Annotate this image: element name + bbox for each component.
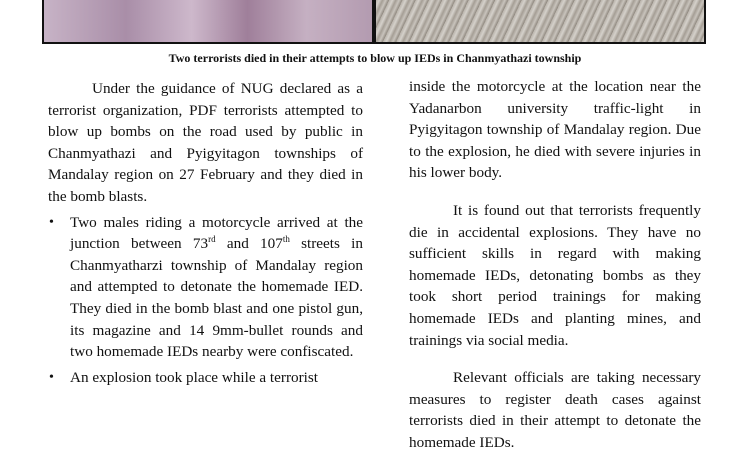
analysis-paragraph: It is found out that terrorists frequently die in accidental explosions. They have no sufficient skills in regard with making homemade IEDs, detonating bombs as they took short period trainings for making homemade IEDs and planting mines, and trainings via social media.: [409, 201, 701, 349]
incident-item-2: [48, 367, 363, 389]
incident-item-1: [48, 212, 363, 363]
incident-1-text-c: streets in Chanmyatharzi township of Mandalay region and attempted to detonate the homemade IED. They died in the bomb blast and one pistol gun, its magazine and 14 9mm-bullet rounds and two homemade IEDs nearby were confiscated.: [70, 235, 363, 361]
bullet-icon: •: [49, 369, 54, 385]
ordinal-th: th: [282, 234, 290, 245]
news-photos: [42, 0, 706, 44]
incident-2-text: An explosion took place while a terrorist: [70, 368, 318, 386]
incident-list: [48, 212, 363, 389]
ordinal-rd: rd: [208, 234, 216, 245]
incident-1-text-b: and 107: [215, 235, 283, 253]
incident-1-text-a: Two males riding a motorcycle arrived at the junction between 73: [70, 213, 363, 253]
intro-paragraph: Under the guidance of NUG declared as a terrorist organization, PDF terrorists attempted to blow up bombs on the road used by public in Chanmyathazi and Pyigyitagon townships of Mandalay region on 27 February and they died in the bomb blasts.: [48, 80, 363, 205]
photo-caption: Two terrorists died in their attempts to blow up IEDs in Chanmyathazi township: [168, 51, 582, 65]
photo-right: [376, 0, 704, 42]
officials-paragraph: Relevant officials are taking necessary measures to register death cases against terrorists died in their attempt to detonate the homemade IEDs.: [409, 369, 701, 451]
photo-left: [44, 0, 372, 42]
article-right-column: [409, 76, 701, 454]
continuation-paragraph: inside the motorcycle at the location near the Yadanarbon university traffic-light in Pyigyitagon township of Mandalay region. Due to the explosion, he died with severe injuries in his lower body.: [409, 78, 701, 182]
bullet-icon: •: [49, 214, 54, 230]
article-left-column: [48, 78, 363, 388]
